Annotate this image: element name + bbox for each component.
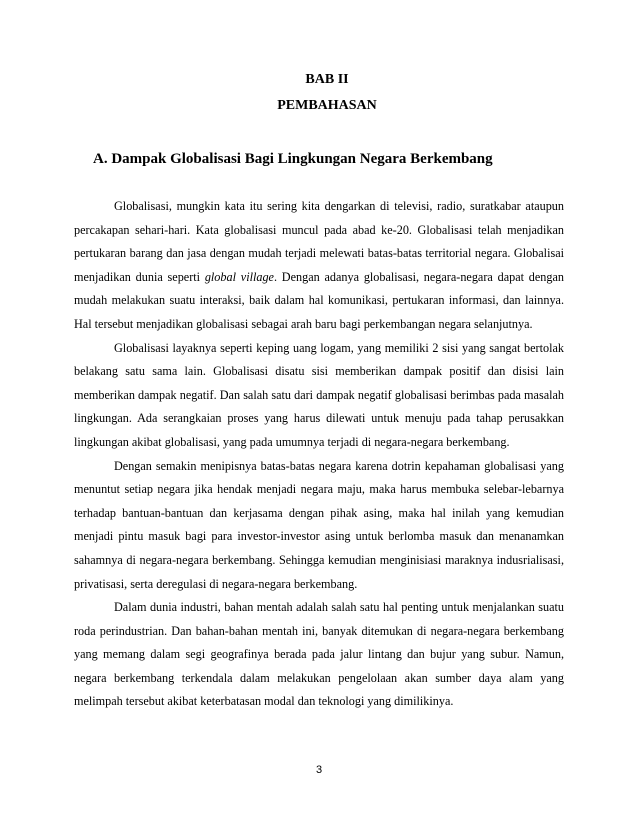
paragraph-1 [74, 195, 564, 337]
chapter-label: BAB II [305, 72, 349, 87]
page-number: 3 [315, 764, 323, 776]
chapter-title: PEMBAHASAN [277, 98, 377, 113]
paragraph-2: Globalisasi layaknya seperti keping uang logam, yang memiliki 2 sisi yang sangat bertolak belakang satu sama lain. Globalisasi disatu sisi memberikan dampak positif dan disisi lain memberikan dampak negatif. Dan salah satu dari dampak negatif globalisasi berimbas pada masalah lingkungan. Ada serangkaian proses yang harus dilewati untuk menuju pada tahap perusakkan lingkungan akibat globalisasi, yang pada umumnya terjadi di negara-negara berkembang. [74, 340, 564, 449]
paragraph-1-emphasis: global village [204, 269, 274, 284]
paragraph-4: Dalam dunia industri, bahan mentah adalah salah satu hal penting untuk menjalankan suatu roda perindustrian. Dan bahan-bahan mentah ini, banyak ditemukan di negara-negara berkembang yang memang dalam segi geografinya berada pada jalur lintang dan bujur yang subur. Namun, negara berkembang terkendala dalam melakukan pengelolaan akan sumber daya alam yang melimpah tersebut akibat keterbatasan modal dan teknologi yang dimilikinya. [74, 600, 564, 709]
paragraph-1-text-a: Globalisasi, mungkin kata itu sering kita dengarkan di televisi, radio, suratkabar ataupun percakapan sehari-hari. Kata globalisasi muncul pada abad ke-20. Globalisasi telah menjadikan pertukaran barang dan jasa dengan mudah terjadi melewati batas-batas territorial negara. Globalisai menjadikan dunia seperti [74, 199, 564, 284]
section-heading: A. Dampak Globalisasi Bagi Lingkungan Negara Berkembang [93, 151, 493, 167]
paragraph-3: Dengan semakin menipisnya batas-batas negara karena dotrin kepahaman globalisasi yang menuntut setiap negara jika hendak menjadi negara maju, maka harus membuka selebar-lebarnya terhadap bantuan-bantuan dan kerjasama dengan pihak asing, maka hal inilah yang kemudian menjadi pintu masuk bagi para investor-investor asing untuk berlomba masuk dan menanamkan sahamnya di negara-negara berkembang. Sehingga kemudian menginisiasi maraknya indusrialisasi, privatisasi, serta deregulasi di negara-negara berkembang. [74, 458, 564, 591]
body-text [74, 195, 564, 714]
paragraph-1-text-b: . Dengan adanya globalisasi, negara-negara dapat dengan mudah melakukan suatu interaksi, baik dalam hal komunikasi, pertukaran informasi, dan lainnya. Hal tersebut menjadikan globalisasi sebagai arah baru bagi perkembangan negara selanjutnya. [74, 269, 564, 331]
